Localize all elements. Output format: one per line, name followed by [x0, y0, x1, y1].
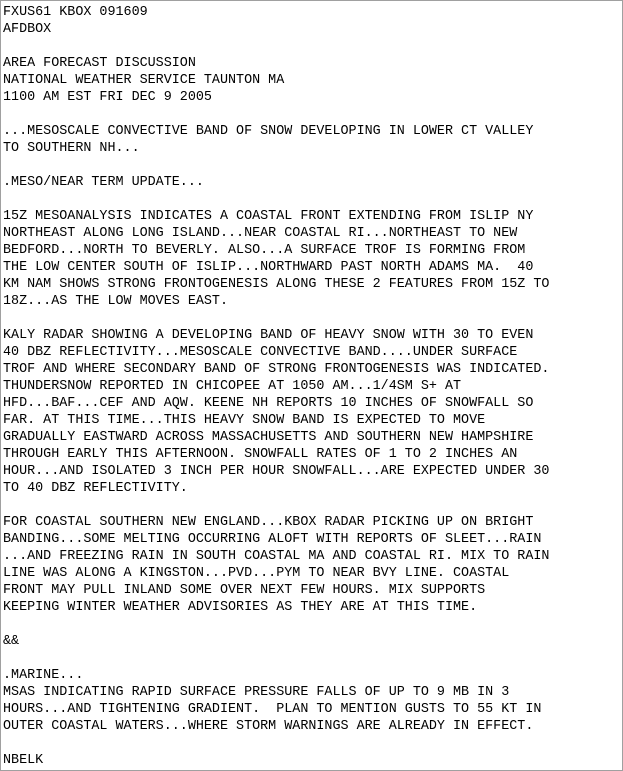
text-line: ...MESOSCALE CONVECTIVE BAND OF SNOW DEVELOPING IN LOWER CT VALLEY — [3, 124, 534, 139]
text-line: HOUR...AND ISOLATED 3 INCH PER HOUR SNOWFALL...ARE EXPECTED UNDER 30 — [3, 464, 550, 479]
text-line: TROF AND WHERE SECONDARY BAND OF STRONG FRONTOGENESIS WAS INDICATED. — [3, 362, 550, 377]
text-line: TO SOUTHERN NH... — [3, 141, 140, 156]
text-line: 18Z...AS THE LOW MOVES EAST. — [3, 294, 228, 309]
text-line: THE LOW CENTER SOUTH OF ISLIP...NORTHWARD PAST NORTH ADAMS MA. 40 — [3, 260, 534, 275]
text-line: ...AND FREEZING RAIN IN SOUTH COASTAL MA AND COASTAL RI. MIX TO RAIN — [3, 549, 550, 564]
text-line: HFD...BAF...CEF AND AQW. KEENE NH REPORTS 10 INCHES OF SNOWFALL SO — [3, 396, 534, 411]
text-line: HOURS...AND TIGHTENING GRADIENT. PLAN TO MENTION GUSTS TO 55 KT IN — [3, 702, 542, 717]
text-line: KM NAM SHOWS STRONG FRONTOGENESIS ALONG THESE 2 FEATURES FROM 15Z TO — [3, 277, 550, 292]
text-line: NATIONAL WEATHER SERVICE TAUNTON MA — [3, 73, 285, 88]
text-line: THUNDERSNOW REPORTED IN CHICOPEE AT 1050 AM...1/4SM S+ AT — [3, 379, 462, 394]
text-line: && — [3, 634, 20, 649]
text-line: OUTER COASTAL WATERS...WHERE STORM WARNINGS ARE ALREADY IN EFFECT. — [3, 719, 534, 734]
text-line: FRONT MAY PULL INLAND SOME OVER NEXT FEW HOURS. MIX SUPPORTS — [3, 583, 486, 598]
text-line: FAR. AT THIS TIME...THIS HEAVY SNOW BAND IS EXPECTED TO MOVE — [3, 413, 486, 428]
forecast-discussion-text — [1, 1, 622, 769]
text-line: .MESO/NEAR TERM UPDATE... — [3, 175, 204, 190]
text-line: 1100 AM EST FRI DEC 9 2005 — [3, 90, 212, 105]
text-line: THROUGH EARLY THIS AFTERNOON. SNOWFALL RATES OF 1 TO 2 INCHES AN — [3, 447, 518, 462]
text-line — [3, 735, 622, 752]
text-line — [3, 310, 622, 327]
text-line — [3, 38, 622, 55]
text-line: AREA FORECAST DISCUSSION — [3, 56, 196, 71]
text-line: FOR COASTAL SOUTHERN NEW ENGLAND...KBOX RADAR PICKING UP ON BRIGHT — [3, 515, 534, 530]
text-line — [3, 650, 622, 667]
text-line: BEDFORD...NORTH TO BEVERLY. ALSO...A SURFACE TROF IS FORMING FROM — [3, 243, 526, 258]
text-line: 15Z MESOANALYSIS INDICATES A COASTAL FRONT EXTENDING FROM ISLIP NY — [3, 209, 534, 224]
text-line — [3, 497, 622, 514]
text-line — [3, 191, 622, 208]
text-line: GRADUALLY EASTWARD ACROSS MASSACHUSETTS AND SOUTHERN NEW HAMPSHIRE — [3, 430, 534, 445]
text-line: KEEPING WINTER WEATHER ADVISORIES AS THEY ARE AT THIS TIME. — [3, 600, 478, 615]
text-line: AFDBOX — [3, 22, 52, 37]
text-line: NBELK — [3, 753, 44, 768]
text-line — [3, 157, 622, 174]
text-line: KALY RADAR SHOWING A DEVELOPING BAND OF HEAVY SNOW WITH 30 TO EVEN — [3, 328, 534, 343]
text-line: FXUS61 KBOX 091609 — [3, 5, 148, 20]
text-line: 40 DBZ REFLECTIVITY...MESOSCALE CONVECTIVE BAND....UNDER SURFACE — [3, 345, 518, 360]
text-line — [3, 616, 622, 633]
text-line: MSAS INDICATING RAPID SURFACE PRESSURE FALLS OF UP TO 9 MB IN 3 — [3, 685, 510, 700]
text-line: BANDING...SOME MELTING OCCURRING ALOFT WITH REPORTS OF SLEET...RAIN — [3, 532, 542, 547]
text-line: TO 40 DBZ REFLECTIVITY. — [3, 481, 188, 496]
text-line: LINE WAS ALONG A KINGSTON...PVD...PYM TO NEAR BVY LINE. COASTAL — [3, 566, 510, 581]
text-line: .MARINE... — [3, 668, 84, 683]
text-line — [3, 106, 622, 123]
text-line: NORTHEAST ALONG LONG ISLAND...NEAR COASTAL RI...NORTHEAST TO NEW — [3, 226, 518, 241]
